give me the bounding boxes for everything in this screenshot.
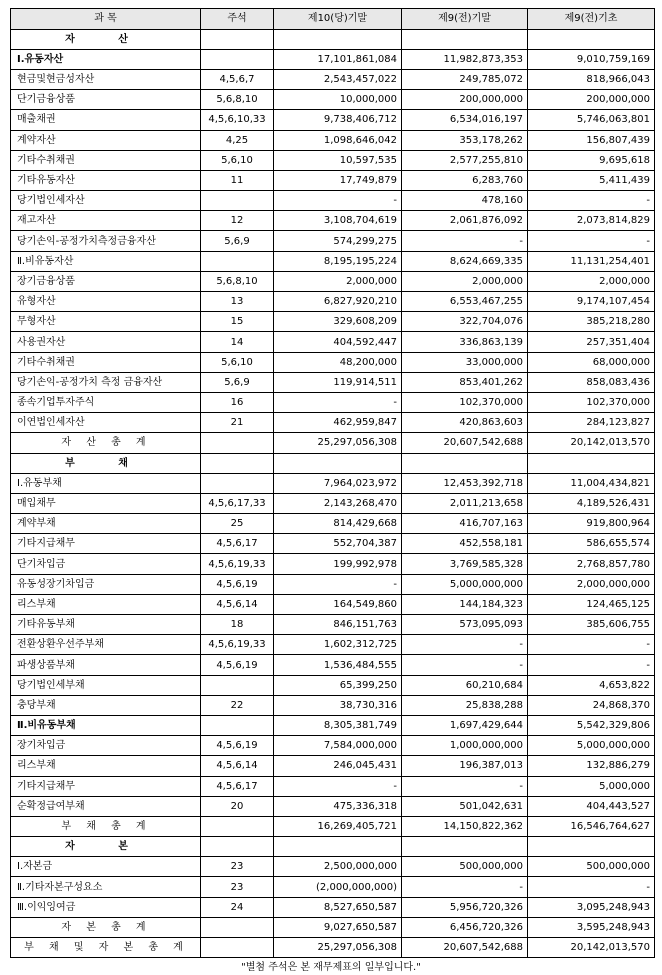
- table-row: [11, 271, 655, 291]
- current-end-cell: 814,429,668: [274, 514, 402, 534]
- current-end-cell: [274, 453, 402, 473]
- prior-end-cell: 14,150,822,362: [402, 816, 528, 836]
- current-end-cell: 246,045,431: [274, 756, 402, 776]
- header-note: 주석: [201, 9, 274, 30]
- prior-end-cell: 452,558,181: [402, 534, 528, 554]
- table-row: [11, 715, 655, 735]
- section-row: [11, 453, 655, 473]
- prior-end-cell: 2,061,876,092: [402, 211, 528, 231]
- table-body: [11, 29, 655, 958]
- account-cell: Ⅰ.유동자산: [11, 49, 201, 69]
- prior-begin-cell: -: [528, 655, 655, 675]
- account-cell: 종속기업투자주식: [11, 392, 201, 412]
- account-cell: 리스부채: [11, 594, 201, 614]
- table-row: [11, 150, 655, 170]
- note-cell: 4,5,6,17: [201, 534, 274, 554]
- note-cell: 4,5,6,7: [201, 69, 274, 89]
- account-cell: 기타수취채권: [11, 150, 201, 170]
- account-cell: 자 산: [11, 29, 201, 49]
- total-row: [11, 938, 655, 958]
- prior-end-cell: 102,370,000: [402, 392, 528, 412]
- prior-end-cell: 853,401,262: [402, 372, 528, 392]
- account-cell: 자 산 총 계: [11, 433, 201, 453]
- note-cell: 4,5,6,17,33: [201, 493, 274, 513]
- current-end-cell: 2,500,000,000: [274, 857, 402, 877]
- prior-begin-cell: 2,000,000,000: [528, 574, 655, 594]
- prior-end-cell: -: [402, 655, 528, 675]
- total-row: [11, 816, 655, 836]
- current-end-cell: 552,704,387: [274, 534, 402, 554]
- note-cell: [201, 29, 274, 49]
- prior-end-cell: 196,387,013: [402, 756, 528, 776]
- prior-begin-cell: 284,123,827: [528, 413, 655, 433]
- prior-begin-cell: 5,000,000,000: [528, 736, 655, 756]
- current-end-cell: 2,543,457,022: [274, 69, 402, 89]
- note-cell: [201, 715, 274, 735]
- current-end-cell: 6,827,920,210: [274, 292, 402, 312]
- footnote: "별첨 주석은 본 재무제표의 일부입니다.": [241, 962, 421, 973]
- prior-end-cell: 144,184,323: [402, 594, 528, 614]
- prior-end-cell: 8,624,669,335: [402, 251, 528, 271]
- table-row: [11, 69, 655, 89]
- prior-end-cell: [402, 453, 528, 473]
- note-cell: 25: [201, 514, 274, 534]
- note-cell: 4,5,6,19: [201, 736, 274, 756]
- prior-end-cell: 6,534,016,197: [402, 110, 528, 130]
- account-cell: 충당부채: [11, 695, 201, 715]
- table-row: [11, 695, 655, 715]
- prior-begin-cell: 919,800,964: [528, 514, 655, 534]
- account-cell: 계약자산: [11, 130, 201, 150]
- table-row: [11, 413, 655, 433]
- header-prior-begin: 제9(전)기초: [528, 9, 655, 30]
- prior-begin-cell: -: [528, 191, 655, 211]
- table-row: [11, 473, 655, 493]
- note-cell: [201, 191, 274, 211]
- prior-begin-cell: 404,443,527: [528, 796, 655, 816]
- current-end-cell: 25,297,056,308: [274, 938, 402, 958]
- account-cell: Ⅰ.자본금: [11, 857, 201, 877]
- table-row: [11, 857, 655, 877]
- header-row: [11, 9, 655, 30]
- balance-sheet-table: [10, 8, 655, 958]
- account-cell: 장기금융상품: [11, 271, 201, 291]
- table-row: [11, 332, 655, 352]
- note-cell: 18: [201, 615, 274, 635]
- current-end-cell: 1,602,312,725: [274, 635, 402, 655]
- account-cell: 당기손익-공정가치측정금융자산: [11, 231, 201, 251]
- prior-begin-cell: 102,370,000: [528, 392, 655, 412]
- table-row: [11, 514, 655, 534]
- prior-end-cell: 6,283,760: [402, 170, 528, 190]
- note-cell: [201, 938, 274, 958]
- header-current-end: 제10(당)기말: [274, 9, 402, 30]
- table-row: [11, 756, 655, 776]
- prior-begin-cell: -: [528, 635, 655, 655]
- account-cell: Ⅱ.비유동부채: [11, 715, 201, 735]
- prior-begin-cell: 3,095,248,943: [528, 897, 655, 917]
- note-cell: 11: [201, 170, 274, 190]
- note-cell: [201, 453, 274, 473]
- current-end-cell: -: [274, 392, 402, 412]
- table-row: [11, 352, 655, 372]
- account-cell: 사용권자산: [11, 332, 201, 352]
- note-cell: 4,5,6,10,33: [201, 110, 274, 130]
- current-end-cell: 8,305,381,749: [274, 715, 402, 735]
- table-row: [11, 594, 655, 614]
- prior-begin-cell: [528, 837, 655, 857]
- prior-end-cell: 2,011,213,658: [402, 493, 528, 513]
- account-cell: 유동성장기차입금: [11, 574, 201, 594]
- note-cell: 13: [201, 292, 274, 312]
- account-cell: 무형자산: [11, 312, 201, 332]
- current-end-cell: 8,527,650,587: [274, 897, 402, 917]
- prior-end-cell: 25,838,288: [402, 695, 528, 715]
- account-cell: 기타수취채권: [11, 352, 201, 372]
- prior-begin-cell: 257,351,404: [528, 332, 655, 352]
- account-cell: 당기법인세자산: [11, 191, 201, 211]
- table-row: [11, 615, 655, 635]
- account-cell: 자 본 총 계: [11, 917, 201, 937]
- account-cell: 순확정급여부채: [11, 796, 201, 816]
- prior-begin-cell: 9,174,107,454: [528, 292, 655, 312]
- note-cell: 23: [201, 857, 274, 877]
- prior-end-cell: 6,553,467,255: [402, 292, 528, 312]
- note-cell: [201, 675, 274, 695]
- prior-begin-cell: 200,000,000: [528, 90, 655, 110]
- account-cell: 유형자산: [11, 292, 201, 312]
- table-row: [11, 897, 655, 917]
- account-cell: 전환상환우선주부채: [11, 635, 201, 655]
- table-row: [11, 635, 655, 655]
- note-cell: 4,5,6,19,33: [201, 554, 274, 574]
- prior-begin-cell: 132,886,279: [528, 756, 655, 776]
- account-cell: 기타유동부채: [11, 615, 201, 635]
- table-row: [11, 372, 655, 392]
- prior-end-cell: 12,453,392,718: [402, 473, 528, 493]
- current-end-cell: 7,964,023,972: [274, 473, 402, 493]
- prior-begin-cell: -: [528, 877, 655, 897]
- prior-end-cell: 20,607,542,688: [402, 938, 528, 958]
- table-row: [11, 655, 655, 675]
- current-end-cell: 2,143,268,470: [274, 493, 402, 513]
- note-cell: 4,5,6,14: [201, 756, 274, 776]
- note-cell: 12: [201, 211, 274, 231]
- prior-end-cell: 478,160: [402, 191, 528, 211]
- table-row: [11, 736, 655, 756]
- prior-end-cell: 200,000,000: [402, 90, 528, 110]
- note-cell: 22: [201, 695, 274, 715]
- note-cell: 21: [201, 413, 274, 433]
- account-cell: 재고자산: [11, 211, 201, 231]
- table-row: [11, 211, 655, 231]
- prior-end-cell: 353,178,262: [402, 130, 528, 150]
- prior-begin-cell: 11,004,434,821: [528, 473, 655, 493]
- prior-end-cell: 573,095,093: [402, 615, 528, 635]
- current-end-cell: 9,027,650,587: [274, 917, 402, 937]
- prior-begin-cell: 9,695,618: [528, 150, 655, 170]
- note-cell: 5,6,8,10: [201, 271, 274, 291]
- prior-end-cell: 11,982,873,353: [402, 49, 528, 69]
- prior-begin-cell: 16,546,764,627: [528, 816, 655, 836]
- table-row: [11, 796, 655, 816]
- note-cell: [201, 917, 274, 937]
- total-row: [11, 917, 655, 937]
- prior-begin-cell: 68,000,000: [528, 352, 655, 372]
- current-end-cell: -: [274, 574, 402, 594]
- prior-begin-cell: 5,000,000: [528, 776, 655, 796]
- prior-begin-cell: 24,868,370: [528, 695, 655, 715]
- prior-begin-cell: 858,083,436: [528, 372, 655, 392]
- current-end-cell: 199,992,978: [274, 554, 402, 574]
- account-cell: Ⅲ.이익잉여금: [11, 897, 201, 917]
- current-end-cell: (2,000,000,000): [274, 877, 402, 897]
- note-cell: 4,5,6,14: [201, 594, 274, 614]
- note-cell: 5,6,8,10: [201, 90, 274, 110]
- table-row: [11, 312, 655, 332]
- note-cell: 20: [201, 796, 274, 816]
- prior-begin-cell: 20,142,013,570: [528, 938, 655, 958]
- prior-begin-cell: 385,218,280: [528, 312, 655, 332]
- note-cell: 4,5,6,19: [201, 574, 274, 594]
- prior-begin-cell: 500,000,000: [528, 857, 655, 877]
- current-end-cell: 8,195,195,224: [274, 251, 402, 271]
- note-cell: [201, 837, 274, 857]
- account-cell: Ⅰ.유동부채: [11, 473, 201, 493]
- account-cell: 매출채권: [11, 110, 201, 130]
- account-cell: 이연법인세자산: [11, 413, 201, 433]
- current-end-cell: 475,336,318: [274, 796, 402, 816]
- current-end-cell: -: [274, 776, 402, 796]
- table-row: [11, 191, 655, 211]
- account-cell: 당기법인세부채: [11, 675, 201, 695]
- table-row: [11, 493, 655, 513]
- current-end-cell: 48,200,000: [274, 352, 402, 372]
- prior-end-cell: 501,042,631: [402, 796, 528, 816]
- table-row: [11, 110, 655, 130]
- note-cell: 14: [201, 332, 274, 352]
- prior-begin-cell: [528, 453, 655, 473]
- current-end-cell: 846,151,763: [274, 615, 402, 635]
- account-cell: Ⅱ.기타자본구성요소: [11, 877, 201, 897]
- prior-begin-cell: -: [528, 231, 655, 251]
- note-cell: 23: [201, 877, 274, 897]
- current-end-cell: 16,269,405,721: [274, 816, 402, 836]
- current-end-cell: 574,299,275: [274, 231, 402, 251]
- account-cell: 기타지급채무: [11, 534, 201, 554]
- prior-begin-cell: 586,655,574: [528, 534, 655, 554]
- prior-end-cell: 1,697,429,644: [402, 715, 528, 735]
- note-cell: 16: [201, 392, 274, 412]
- current-end-cell: 17,749,879: [274, 170, 402, 190]
- prior-begin-cell: 4,653,822: [528, 675, 655, 695]
- table-row: [11, 251, 655, 271]
- prior-begin-cell: 5,411,439: [528, 170, 655, 190]
- account-cell: 부 채: [11, 453, 201, 473]
- table-row: [11, 292, 655, 312]
- note-cell: 15: [201, 312, 274, 332]
- prior-end-cell: 2,000,000: [402, 271, 528, 291]
- current-end-cell: 9,738,406,712: [274, 110, 402, 130]
- prior-end-cell: 2,577,255,810: [402, 150, 528, 170]
- prior-end-cell: 20,607,542,688: [402, 433, 528, 453]
- prior-end-cell: -: [402, 776, 528, 796]
- account-cell: 단기금융상품: [11, 90, 201, 110]
- current-end-cell: 2,000,000: [274, 271, 402, 291]
- table-row: [11, 231, 655, 251]
- table-row: [11, 675, 655, 695]
- account-cell: 단기차입금: [11, 554, 201, 574]
- prior-end-cell: 420,863,603: [402, 413, 528, 433]
- current-end-cell: 17,101,861,084: [274, 49, 402, 69]
- current-end-cell: -: [274, 191, 402, 211]
- prior-end-cell: 500,000,000: [402, 857, 528, 877]
- prior-end-cell: 5,000,000,000: [402, 574, 528, 594]
- prior-end-cell: -: [402, 635, 528, 655]
- prior-end-cell: -: [402, 231, 528, 251]
- prior-end-cell: 416,707,163: [402, 514, 528, 534]
- current-end-cell: 462,959,847: [274, 413, 402, 433]
- current-end-cell: [274, 837, 402, 857]
- account-cell: 매입채무: [11, 493, 201, 513]
- prior-begin-cell: 385,606,755: [528, 615, 655, 635]
- account-cell: 리스부채: [11, 756, 201, 776]
- current-end-cell: 25,297,056,308: [274, 433, 402, 453]
- current-end-cell: 65,399,250: [274, 675, 402, 695]
- prior-end-cell: 33,000,000: [402, 352, 528, 372]
- prior-end-cell: 3,769,585,328: [402, 554, 528, 574]
- table-row: [11, 90, 655, 110]
- note-cell: [201, 49, 274, 69]
- prior-end-cell: 249,785,072: [402, 69, 528, 89]
- header-account: 과 목: [11, 9, 201, 30]
- note-cell: 24: [201, 897, 274, 917]
- prior-begin-cell: 5,746,063,801: [528, 110, 655, 130]
- prior-end-cell: 1,000,000,000: [402, 736, 528, 756]
- note-cell: 5,6,10: [201, 150, 274, 170]
- note-cell: [201, 473, 274, 493]
- prior-begin-cell: 20,142,013,570: [528, 433, 655, 453]
- account-cell: 계약부채: [11, 514, 201, 534]
- balance-sheet: [10, 8, 654, 958]
- table-row: [11, 392, 655, 412]
- table-row: [11, 877, 655, 897]
- prior-begin-cell: 3,595,248,943: [528, 917, 655, 937]
- account-cell: 장기차입금: [11, 736, 201, 756]
- note-cell: 5,6,9: [201, 372, 274, 392]
- current-end-cell: 1,536,484,555: [274, 655, 402, 675]
- prior-end-cell: [402, 837, 528, 857]
- account-cell: 파생상품부채: [11, 655, 201, 675]
- table-row: [11, 776, 655, 796]
- prior-end-cell: [402, 29, 528, 49]
- prior-begin-cell: 2,768,857,780: [528, 554, 655, 574]
- note-cell: 4,5,6,19,33: [201, 635, 274, 655]
- note-cell: [201, 816, 274, 836]
- prior-end-cell: 6,456,720,326: [402, 917, 528, 937]
- prior-begin-cell: 156,807,439: [528, 130, 655, 150]
- account-cell: 기타유동자산: [11, 170, 201, 190]
- current-end-cell: 1,098,646,042: [274, 130, 402, 150]
- prior-begin-cell: 818,966,043: [528, 69, 655, 89]
- prior-end-cell: 322,704,076: [402, 312, 528, 332]
- prior-begin-cell: [528, 29, 655, 49]
- current-end-cell: 38,730,316: [274, 695, 402, 715]
- note-cell: 5,6,10: [201, 352, 274, 372]
- prior-begin-cell: 4,189,526,431: [528, 493, 655, 513]
- current-end-cell: 164,549,860: [274, 594, 402, 614]
- prior-begin-cell: 124,465,125: [528, 594, 655, 614]
- account-cell: 부 채 및 자 본 총 계: [11, 938, 201, 958]
- account-cell: 자 본: [11, 837, 201, 857]
- account-cell: 현금및현금성자산: [11, 69, 201, 89]
- account-cell: Ⅱ.비유동자산: [11, 251, 201, 271]
- current-end-cell: 7,584,000,000: [274, 736, 402, 756]
- table-row: [11, 574, 655, 594]
- note-cell: [201, 433, 274, 453]
- account-cell: 당기손익-공정가치 측정 금융자산: [11, 372, 201, 392]
- prior-end-cell: 5,956,720,326: [402, 897, 528, 917]
- note-cell: [201, 251, 274, 271]
- note-cell: 4,5,6,17: [201, 776, 274, 796]
- current-end-cell: 10,597,535: [274, 150, 402, 170]
- section-row: [11, 29, 655, 49]
- note-cell: 5,6,9: [201, 231, 274, 251]
- note-cell: 4,5,6,19: [201, 655, 274, 675]
- prior-end-cell: 60,210,684: [402, 675, 528, 695]
- prior-begin-cell: 11,131,254,401: [528, 251, 655, 271]
- table-row: [11, 170, 655, 190]
- prior-begin-cell: 2,073,814,829: [528, 211, 655, 231]
- table-row: [11, 130, 655, 150]
- current-end-cell: 404,592,447: [274, 332, 402, 352]
- section-row: [11, 837, 655, 857]
- current-end-cell: 119,914,511: [274, 372, 402, 392]
- prior-begin-cell: 5,542,329,806: [528, 715, 655, 735]
- account-cell: 기타지급채무: [11, 776, 201, 796]
- prior-end-cell: 336,863,139: [402, 332, 528, 352]
- table-row: [11, 534, 655, 554]
- total-row: [11, 433, 655, 453]
- header-prior-end: 제9(전)기말: [402, 9, 528, 30]
- prior-end-cell: -: [402, 877, 528, 897]
- current-end-cell: 329,608,209: [274, 312, 402, 332]
- current-end-cell: 10,000,000: [274, 90, 402, 110]
- table-row: [11, 554, 655, 574]
- prior-begin-cell: 9,010,759,169: [528, 49, 655, 69]
- note-cell: 4,25: [201, 130, 274, 150]
- table-row: [11, 49, 655, 69]
- current-end-cell: [274, 29, 402, 49]
- account-cell: 부 채 총 계: [11, 816, 201, 836]
- current-end-cell: 3,108,704,619: [274, 211, 402, 231]
- prior-begin-cell: 2,000,000: [528, 271, 655, 291]
